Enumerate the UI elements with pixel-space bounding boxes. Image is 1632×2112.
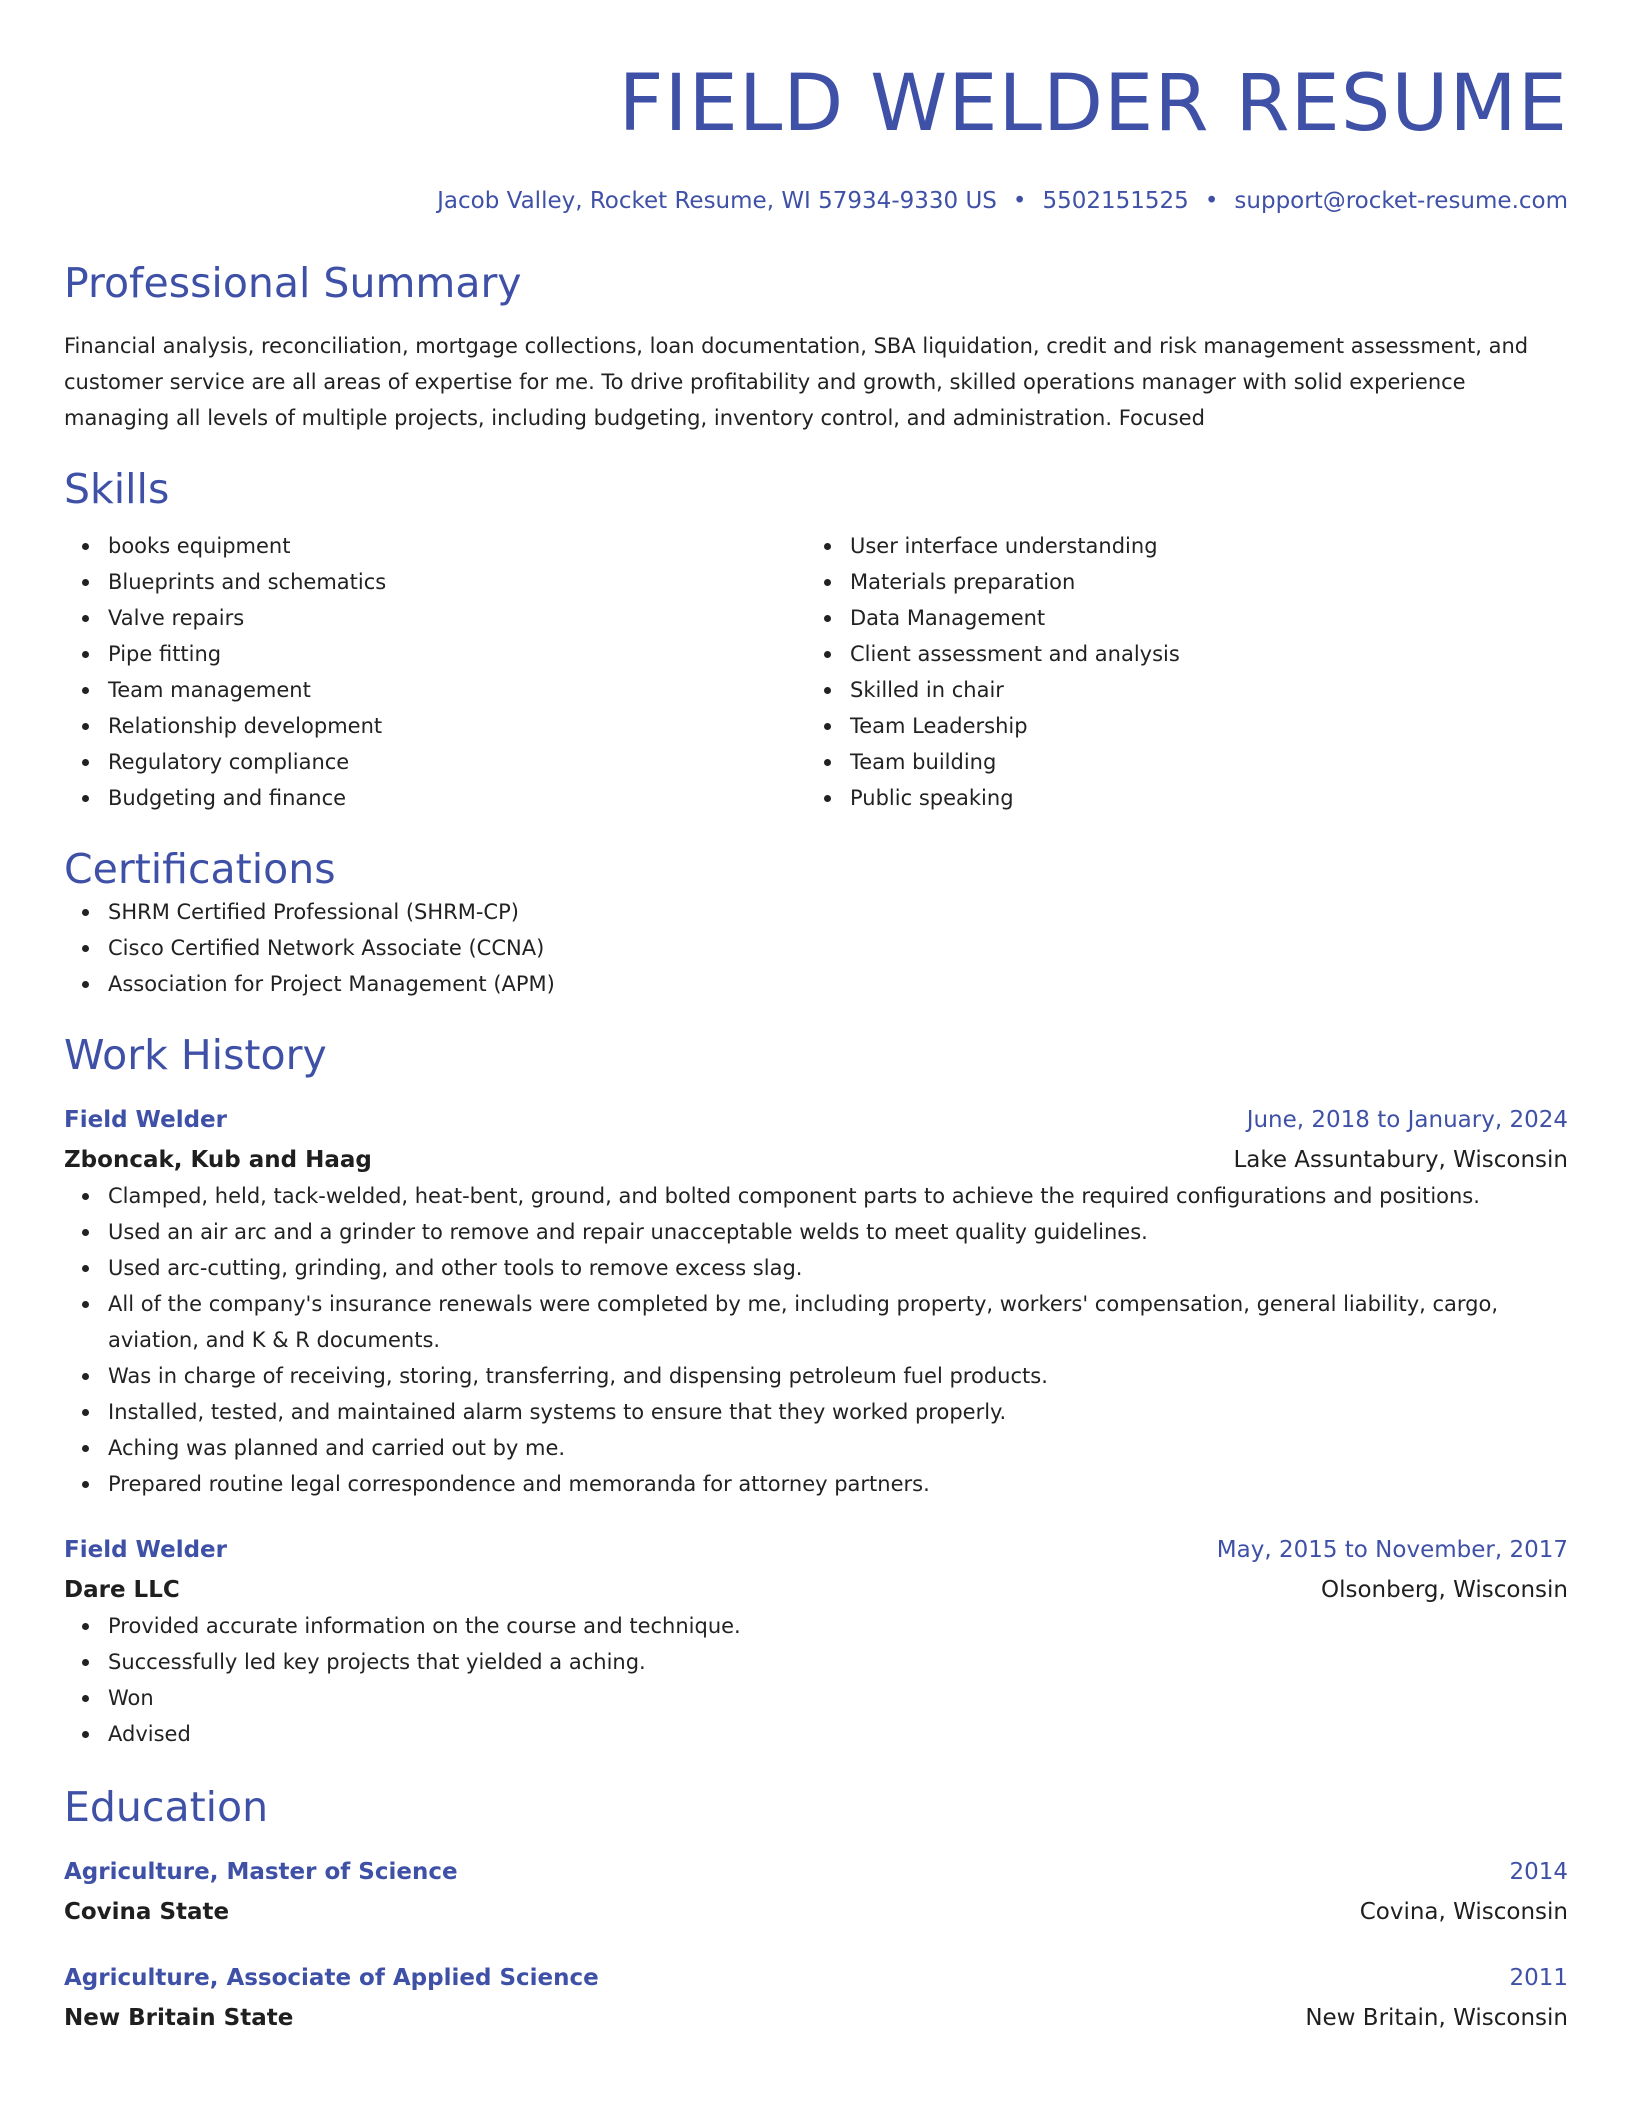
- skill-item: Client assessment and analysis: [850, 636, 1548, 672]
- job-duty: Used an air arc and a grinder to remove and repair unacceptable welds to meet quality guidelines.: [108, 1214, 1568, 1250]
- skill-item: Team Leadership: [850, 708, 1548, 744]
- job-title: Field Welder: [64, 1107, 227, 1133]
- job-duties-list: [64, 1608, 1568, 1752]
- contact-separator: •: [1012, 188, 1027, 214]
- skill-item: Materials preparation: [850, 564, 1548, 600]
- job-duty: Advised: [108, 1716, 1568, 1752]
- school-location: New Britain, Wisconsin: [1305, 2005, 1568, 2031]
- summary-text: Financial analysis, reconciliation, mortgage collections, loan documentation, SBA liquidation, credit and risk management assessment, and customer service are all areas of expertise for me. To drive profitability and growth, skilled operations manager with solid experience managing all levels of multiple projects, including budgeting, inventory control, and administration. Focused: [64, 334, 1529, 430]
- skills-column-left: [64, 528, 806, 816]
- school-name: Covina State: [64, 1899, 230, 1925]
- education-entry: [64, 1960, 1568, 2036]
- job-title: Field Welder: [64, 1537, 227, 1563]
- contact-phone: 5502151525: [1042, 188, 1189, 214]
- graduation-year: 2011: [1509, 1965, 1568, 1991]
- school-name: New Britain State: [64, 2005, 294, 2031]
- education-entry-subheader: [64, 1894, 1568, 1930]
- job-dates: June, 2018 to January, 2024: [1246, 1107, 1568, 1133]
- contact-separator: •: [1204, 188, 1219, 214]
- job-duty: Aching was planned and carried out by me.: [108, 1430, 1568, 1466]
- job-duty: Clamped, held, tack-welded, heat-bent, ground, and bolted component parts to achieve the required configurations and positions.: [108, 1178, 1568, 1214]
- skill-item: User interface understanding: [850, 528, 1548, 564]
- education-heading: Education: [64, 1783, 269, 1831]
- job-duty: Was in charge of receiving, storing, transferring, and dispensing petroleum fuel products.: [108, 1358, 1568, 1394]
- skill-item: Blueprints and schematics: [108, 564, 806, 600]
- job-duty: Prepared routine legal correspondence and memoranda for attorney partners.: [108, 1466, 1568, 1502]
- education-entry-header: [64, 1854, 1568, 1890]
- job-duty: Used arc-cutting, grinding, and other tools to remove excess slag.: [108, 1250, 1568, 1286]
- skill-item: Regulatory compliance: [108, 744, 806, 780]
- job-company: Zboncak, Kub and Haag: [64, 1147, 372, 1173]
- job-duty: Successfully led key projects that yielded a aching.: [108, 1644, 1568, 1680]
- certification-item: Cisco Certified Network Associate (CCNA): [108, 930, 1568, 966]
- job-company: Dare LLC: [64, 1577, 180, 1603]
- skill-item: Team management: [108, 672, 806, 708]
- work-entry-header: [64, 1102, 1568, 1138]
- job-duty: Installed, tested, and maintained alarm systems to ensure that they worked properly.: [108, 1394, 1568, 1430]
- contact-line: [64, 186, 1568, 216]
- skill-item: Valve repairs: [108, 600, 806, 636]
- skills-list: [64, 528, 1568, 816]
- skill-item: Data Management: [850, 600, 1548, 636]
- skill-item: Skilled in chair: [850, 672, 1548, 708]
- job-duty: Provided accurate information on the course and technique.: [108, 1608, 1568, 1644]
- contact-address: Jacob Valley, Rocket Resume, WI 57934-9330 US: [437, 188, 997, 214]
- contact-email[interactable]: support@rocket-resume.com: [1234, 188, 1568, 214]
- work-history-heading: Work History: [64, 1031, 327, 1079]
- skill-item: Relationship development: [108, 708, 806, 744]
- skill-item: Pipe fitting: [108, 636, 806, 672]
- skill-item: Public speaking: [850, 780, 1548, 816]
- certification-item: Association for Project Management (APM): [108, 966, 1568, 1002]
- skill-item: books equipment: [108, 528, 806, 564]
- skills-column-right: [806, 528, 1548, 816]
- skills-heading: Skills: [64, 465, 170, 513]
- job-location: Olsonberg, Wisconsin: [1320, 1577, 1568, 1603]
- certifications-heading: Certifications: [64, 845, 336, 893]
- work-entry-header: [64, 1532, 1568, 1568]
- work-entry: [64, 1532, 1568, 1752]
- resume-title: FIELD WELDER RESUME: [618, 59, 1568, 149]
- certification-item: SHRM Certified Professional (SHRM-CP): [108, 894, 1568, 930]
- degree-title: Agriculture, Associate of Applied Science: [64, 1965, 599, 1991]
- job-location: Lake Assuntabury, Wisconsin: [1233, 1147, 1568, 1173]
- work-entry-subheader: [64, 1572, 1568, 1608]
- degree-title: Agriculture, Master of Science: [64, 1859, 458, 1885]
- education-entry-header: [64, 1960, 1568, 1996]
- education-entry-subheader: [64, 2000, 1568, 2036]
- job-duty: Won: [108, 1680, 1568, 1716]
- skill-item: Team building: [850, 744, 1548, 780]
- summary-heading: Professional Summary: [64, 259, 522, 307]
- job-dates: May, 2015 to November, 2017: [1216, 1537, 1568, 1563]
- skill-item: Budgeting and finance: [108, 780, 806, 816]
- school-location: Covina, Wisconsin: [1359, 1899, 1568, 1925]
- job-duties-list: [64, 1178, 1568, 1502]
- work-entry-subheader: [64, 1142, 1568, 1178]
- resume-header: [64, 0, 1568, 216]
- work-entry: [64, 1102, 1568, 1502]
- education-entry: [64, 1854, 1568, 1930]
- certifications-list: [64, 894, 1568, 1002]
- graduation-year: 2014: [1509, 1859, 1568, 1885]
- job-duty: All of the company's insurance renewals were completed by me, including property, workers' compensation, general liability, cargo, aviation, and K & R documents.: [108, 1286, 1568, 1358]
